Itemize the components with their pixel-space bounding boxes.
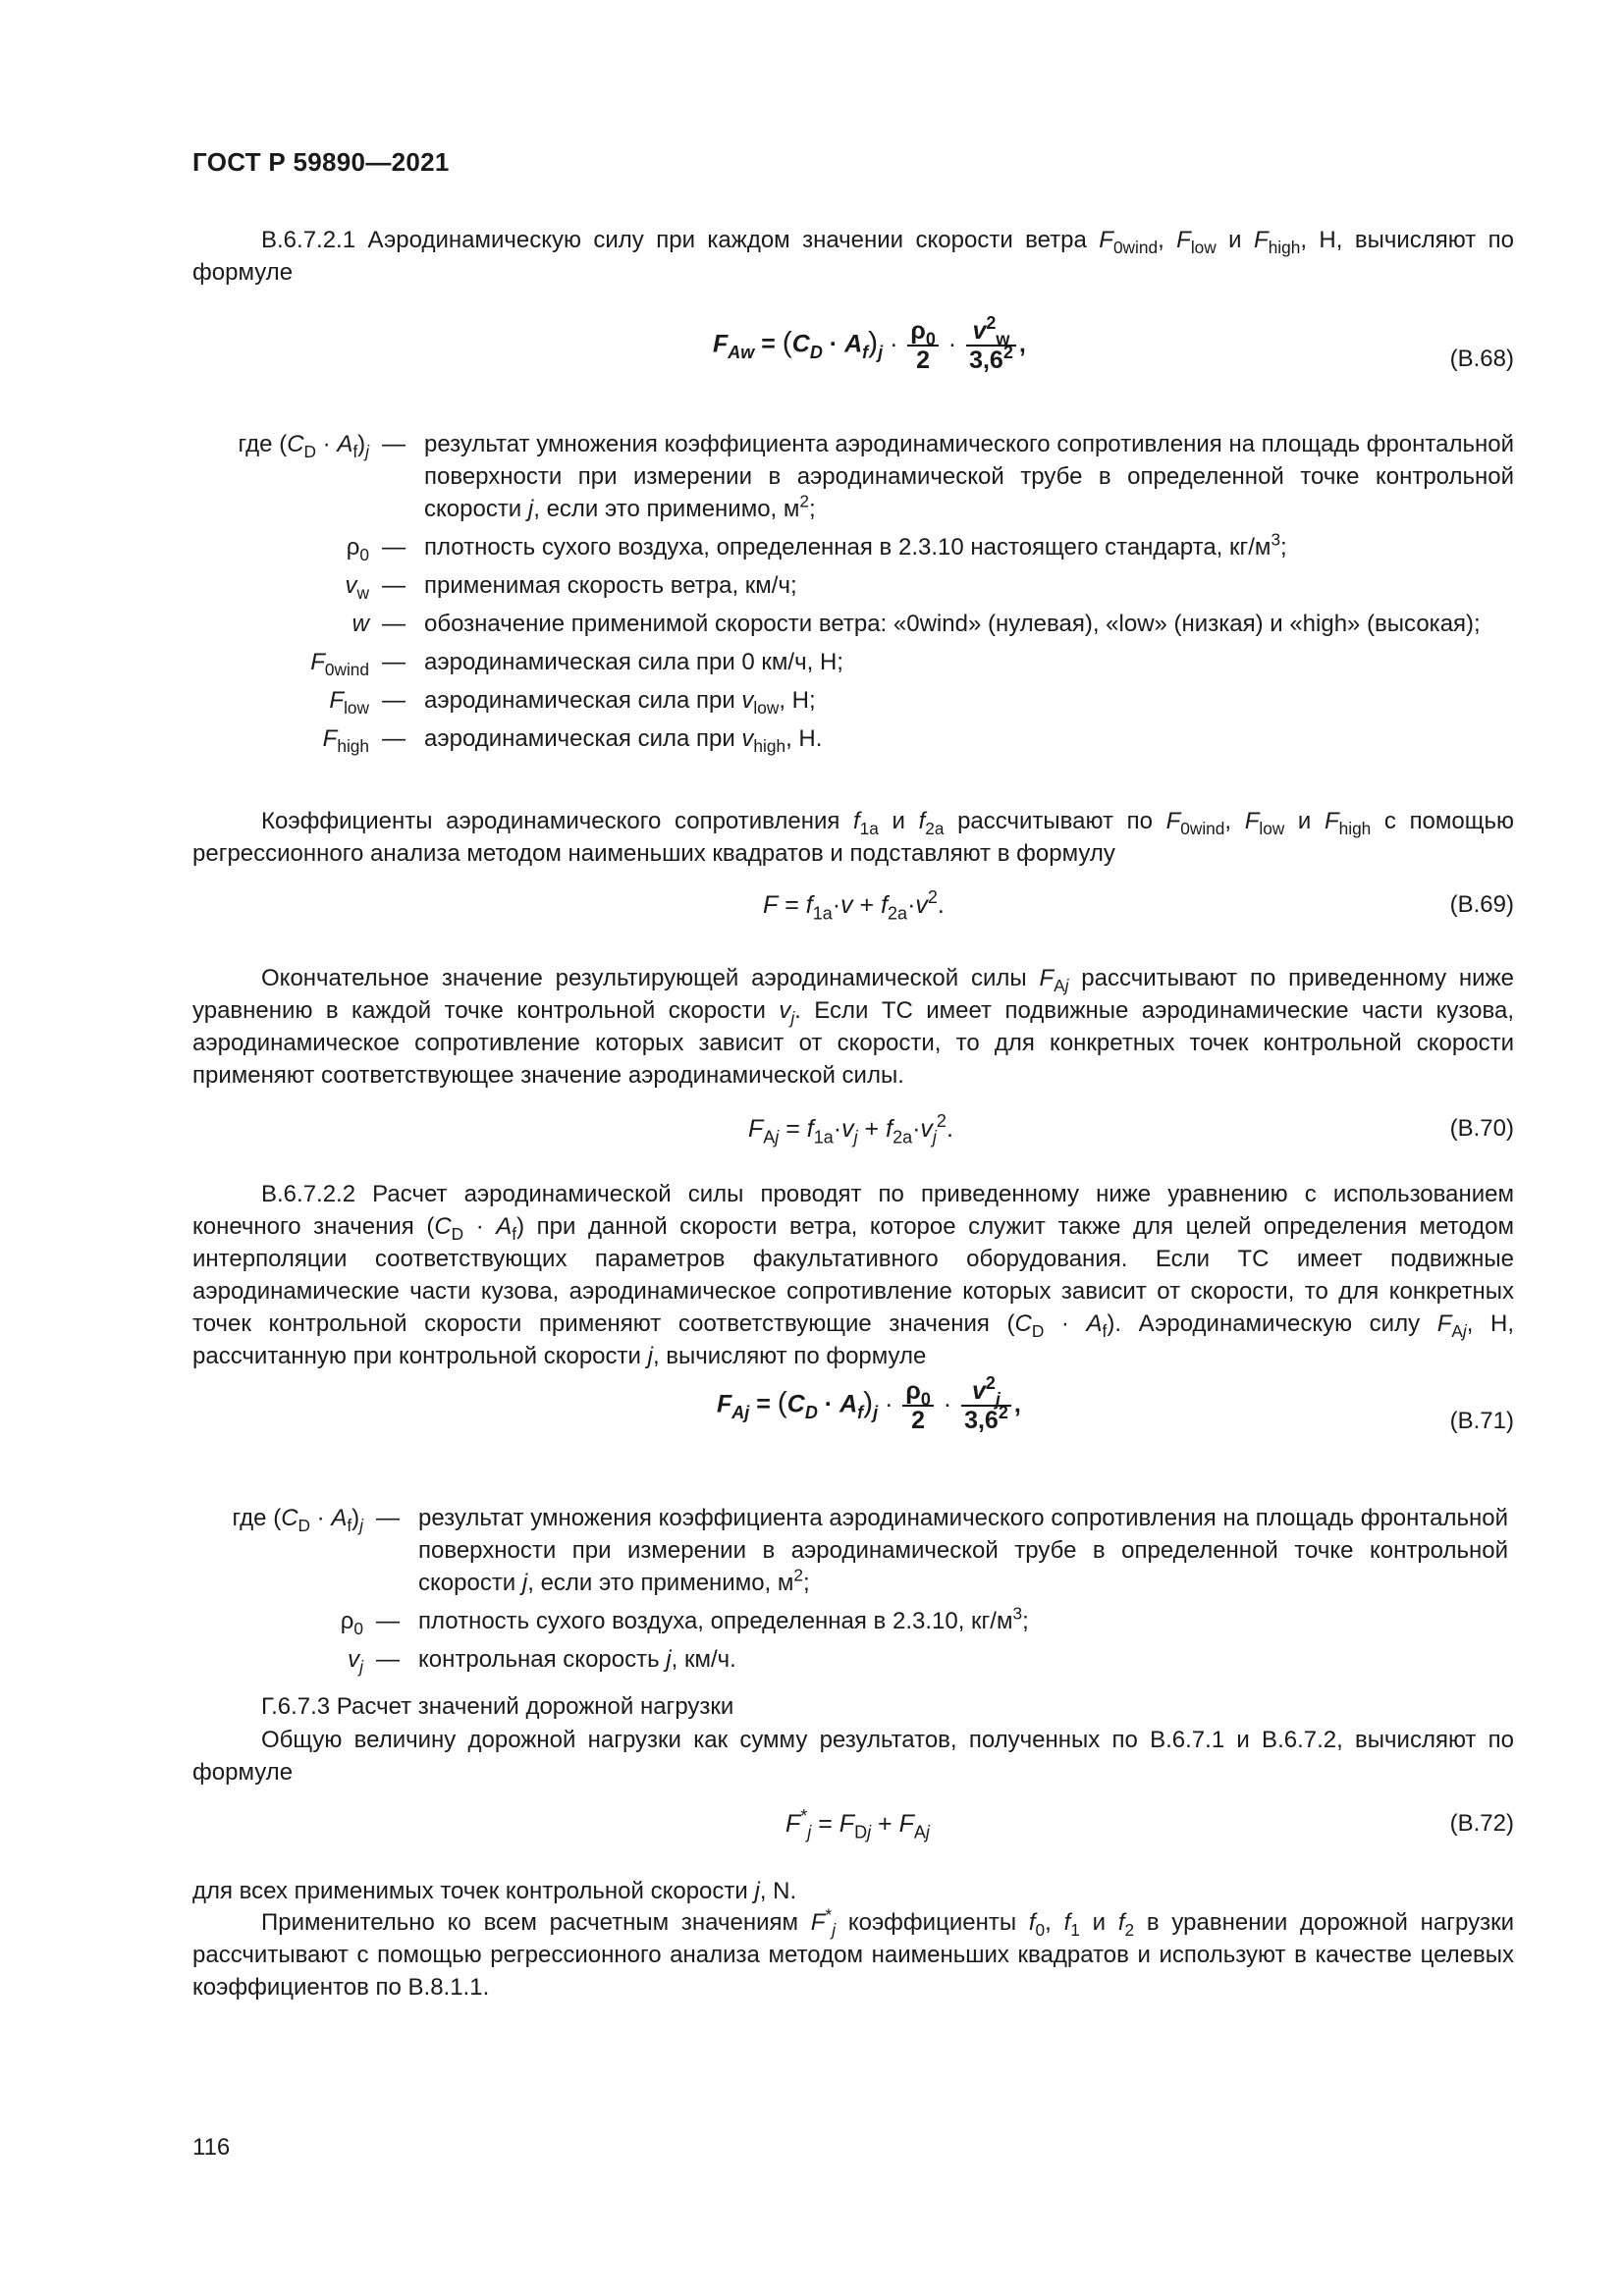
formula-b69: $F = f_{1a}\cdot v + f_{2a}\cdot v^2$. (763, 887, 945, 924)
definition-symbol: $v_j$ (348, 1646, 363, 1678)
eq-number-b71: (В.71) (1449, 1408, 1514, 1434)
definition-symbol: где $(C_D \cdot A_f)_j$ (232, 1505, 363, 1536)
definition-item (192, 684, 1514, 717)
definition-text: аэродинамическая сила при 0 км/ч, Н; (424, 649, 843, 675)
document-header: ГОСТ Р 59890—2021 (192, 147, 450, 177)
definition-dash: — (376, 1608, 400, 1634)
definitions-2 (187, 1502, 1508, 1682)
definition-item (187, 1502, 1508, 1599)
page-number: 116 (192, 2134, 231, 2161)
definition-dash: — (382, 431, 406, 457)
definition-text: аэродинамическая сила при $v_{low}$, Н; (424, 687, 816, 719)
definition-dash: — (376, 1505, 400, 1531)
eq-number-b69: (В.69) (1449, 891, 1514, 918)
eq-number-b68: (В.68) (1449, 346, 1514, 372)
definition-text: контрольная скорость j, км/ч. (418, 1646, 736, 1673)
definition-text: аэродинамическая сила при $v_{high}$, Н. (424, 725, 823, 757)
definition-symbol: $F_{0wind}$ (310, 649, 369, 680)
paragraph-g673: Общую величину дорожной нагрузки как сумму результатов, полученных по В.6.7.1 и В.6.7.2, вычисляют по формуле (192, 1727, 1514, 1786)
heading-g673: Г.6.7.3 Расчет значений дорожной нагрузки (261, 1693, 734, 1720)
definition-item (187, 1605, 1508, 1637)
equation-b69 (192, 887, 1514, 950)
definitions-1 (192, 428, 1514, 761)
equation-b71 (192, 1373, 1514, 1445)
definition-item (192, 722, 1514, 755)
eq-number-b72: (В.72) (1449, 1810, 1514, 1837)
definition-symbol: $v_w$ (345, 572, 369, 604)
formula-b70: $F_{Aj} = f_{1a}\cdot v_j + f_{2a}\cdot v_j^2$. (748, 1111, 953, 1148)
equation-b72 (192, 1806, 1514, 1869)
paragraph-b67221: В.6.7.2.1 Аэродинамическую силу при каждом значении скорости ветра $F_{0wind}$, $F_{low}$ и $F_{high}$, Н, вычисляют по формуле (192, 227, 1514, 286)
formula-b72: $F^*_j = F_{Dj} + F_{Aj}$ (785, 1806, 930, 1842)
equation-b68 (192, 313, 1514, 385)
definition-item (192, 428, 1514, 525)
formula-b68: $F_{Aw} = (C_D \cdot A_f)_j$ · $\frac{\rho_0}{2}$ · $\frac{v^2_w}{3,6^2}$ , (713, 313, 1026, 374)
definition-item (192, 646, 1514, 678)
definition-symbol: $\rho_0$ (340, 1608, 363, 1639)
equation-b70 (192, 1111, 1514, 1174)
definition-dash: — (376, 1646, 400, 1673)
definition-item (192, 531, 1514, 563)
definition-dash: — (382, 611, 406, 637)
definition-dash: — (382, 649, 406, 675)
definition-text: плотность сухого воздуха, определенная в 2.3.10 настоящего стандарта, $кг/м^3$; (424, 529, 1287, 561)
definition-item (192, 569, 1514, 602)
paragraph-final-force: Окончательное значение результирующей аэродинамической силы $F_{Aj}$ рассчитывают по приведенному ниже уравнению в каждой точке контрольной скорости $v_j$. Если ТС имеет подвижные аэродинамические части кузова, аэродинамическое сопротивление которых зависит от скорости, то для конкретных точек контрольной скорости применяют соответствующее значение аэродинамической силы. (192, 965, 1514, 1089)
definition-text: результат умножения коэффициента аэродинамического сопротивления на площадь фронтальной поверхности при измерении в аэродинамической трубе в определенной точке контрольной скорости j, если это применимо, $м^2$; (424, 431, 1514, 522)
paragraph-final-coefficients: Применительно ко всем расчетным значениям $F^*_j$ коэффициенты $f_0$, $f_1$ и $f_2$ в уравнении дорожной нагрузки рассчитывают с помощью регрессионного анализа методом наименьших квадратов и используют в качестве целевых коэффициентов по В.8.1.1. (192, 1904, 1515, 2001)
eq-number-b70: (В.70) (1449, 1115, 1514, 1142)
definition-item (187, 1643, 1508, 1676)
definition-symbol: $\rho_0$ (346, 534, 369, 565)
formula-b71: $F_{Aj} = (C_D \cdot A_f)_j$ · $\frac{\rho_0}{2}$ · $\frac{v^2_j}{3,6^2}$ , (717, 1373, 1021, 1434)
definition-symbol: $F_{high}$ (322, 725, 369, 757)
definition-item (192, 608, 1514, 640)
definition-text: плотность сухого воздуха, определенная в 2.3.10, $кг/м^3$; (418, 1603, 1029, 1634)
definition-text: применимая скорость ветра, км/ч; (424, 572, 797, 599)
definition-text: результат умножения коэффициента аэродинамического сопротивления на площадь фронтальной поверхности при измерении в аэродинамической трубе в определенной точке контрольной скорости j, если это применимо, $м^2$; (418, 1505, 1508, 1596)
paragraph-coefficients: Коэффициенты аэродинамического сопротивления $f_{1a}$ и $f_{2a}$ рассчитывают по $F_{0wind}$, $F_{low}$ и $F_{high}$ с помощью регрессионного анализа методом наименьших квадратов и подставляют в формулу (192, 808, 1515, 867)
definition-dash: — (382, 572, 406, 599)
definition-symbol: w (352, 611, 369, 637)
definition-dash: — (382, 725, 406, 752)
definition-text: обозначение применимой скорости ветра: «0wind» (нулевая), «low» (низкая) и «high» (высокая); (424, 611, 1481, 637)
definition-dash: — (382, 534, 406, 561)
paragraph-b67222: В.6.7.2.2 Расчет аэродинамической силы проводят по приведенному ниже уравнению с использованием конечного значения $(C_D \cdot A_f)$ при данной скорости ветра, которое служит также для целей определения методом интерполяции соответствующих параметров факультативного оборудования. Если ТС имеет подвижные аэродинамические части кузова, аэродинамическое сопротивление которых зависит от скорости, то для конкретных точек контрольной скорости применяют соответствующие значения $(C_D \cdot A_f)$. Аэродинамическую силу $F_{Aj}$, Н, рассчитанную при контрольной скорости j, вычисляют по формуле (192, 1181, 1515, 1369)
definition-dash: — (382, 687, 406, 714)
paragraph-for-all-points: для всех применимых точек контрольной скорости j, N. (192, 1878, 797, 1904)
definition-symbol: где $(C_D \cdot A_f)_j$ (238, 431, 369, 462)
definition-symbol: $F_{low}$ (329, 687, 369, 719)
